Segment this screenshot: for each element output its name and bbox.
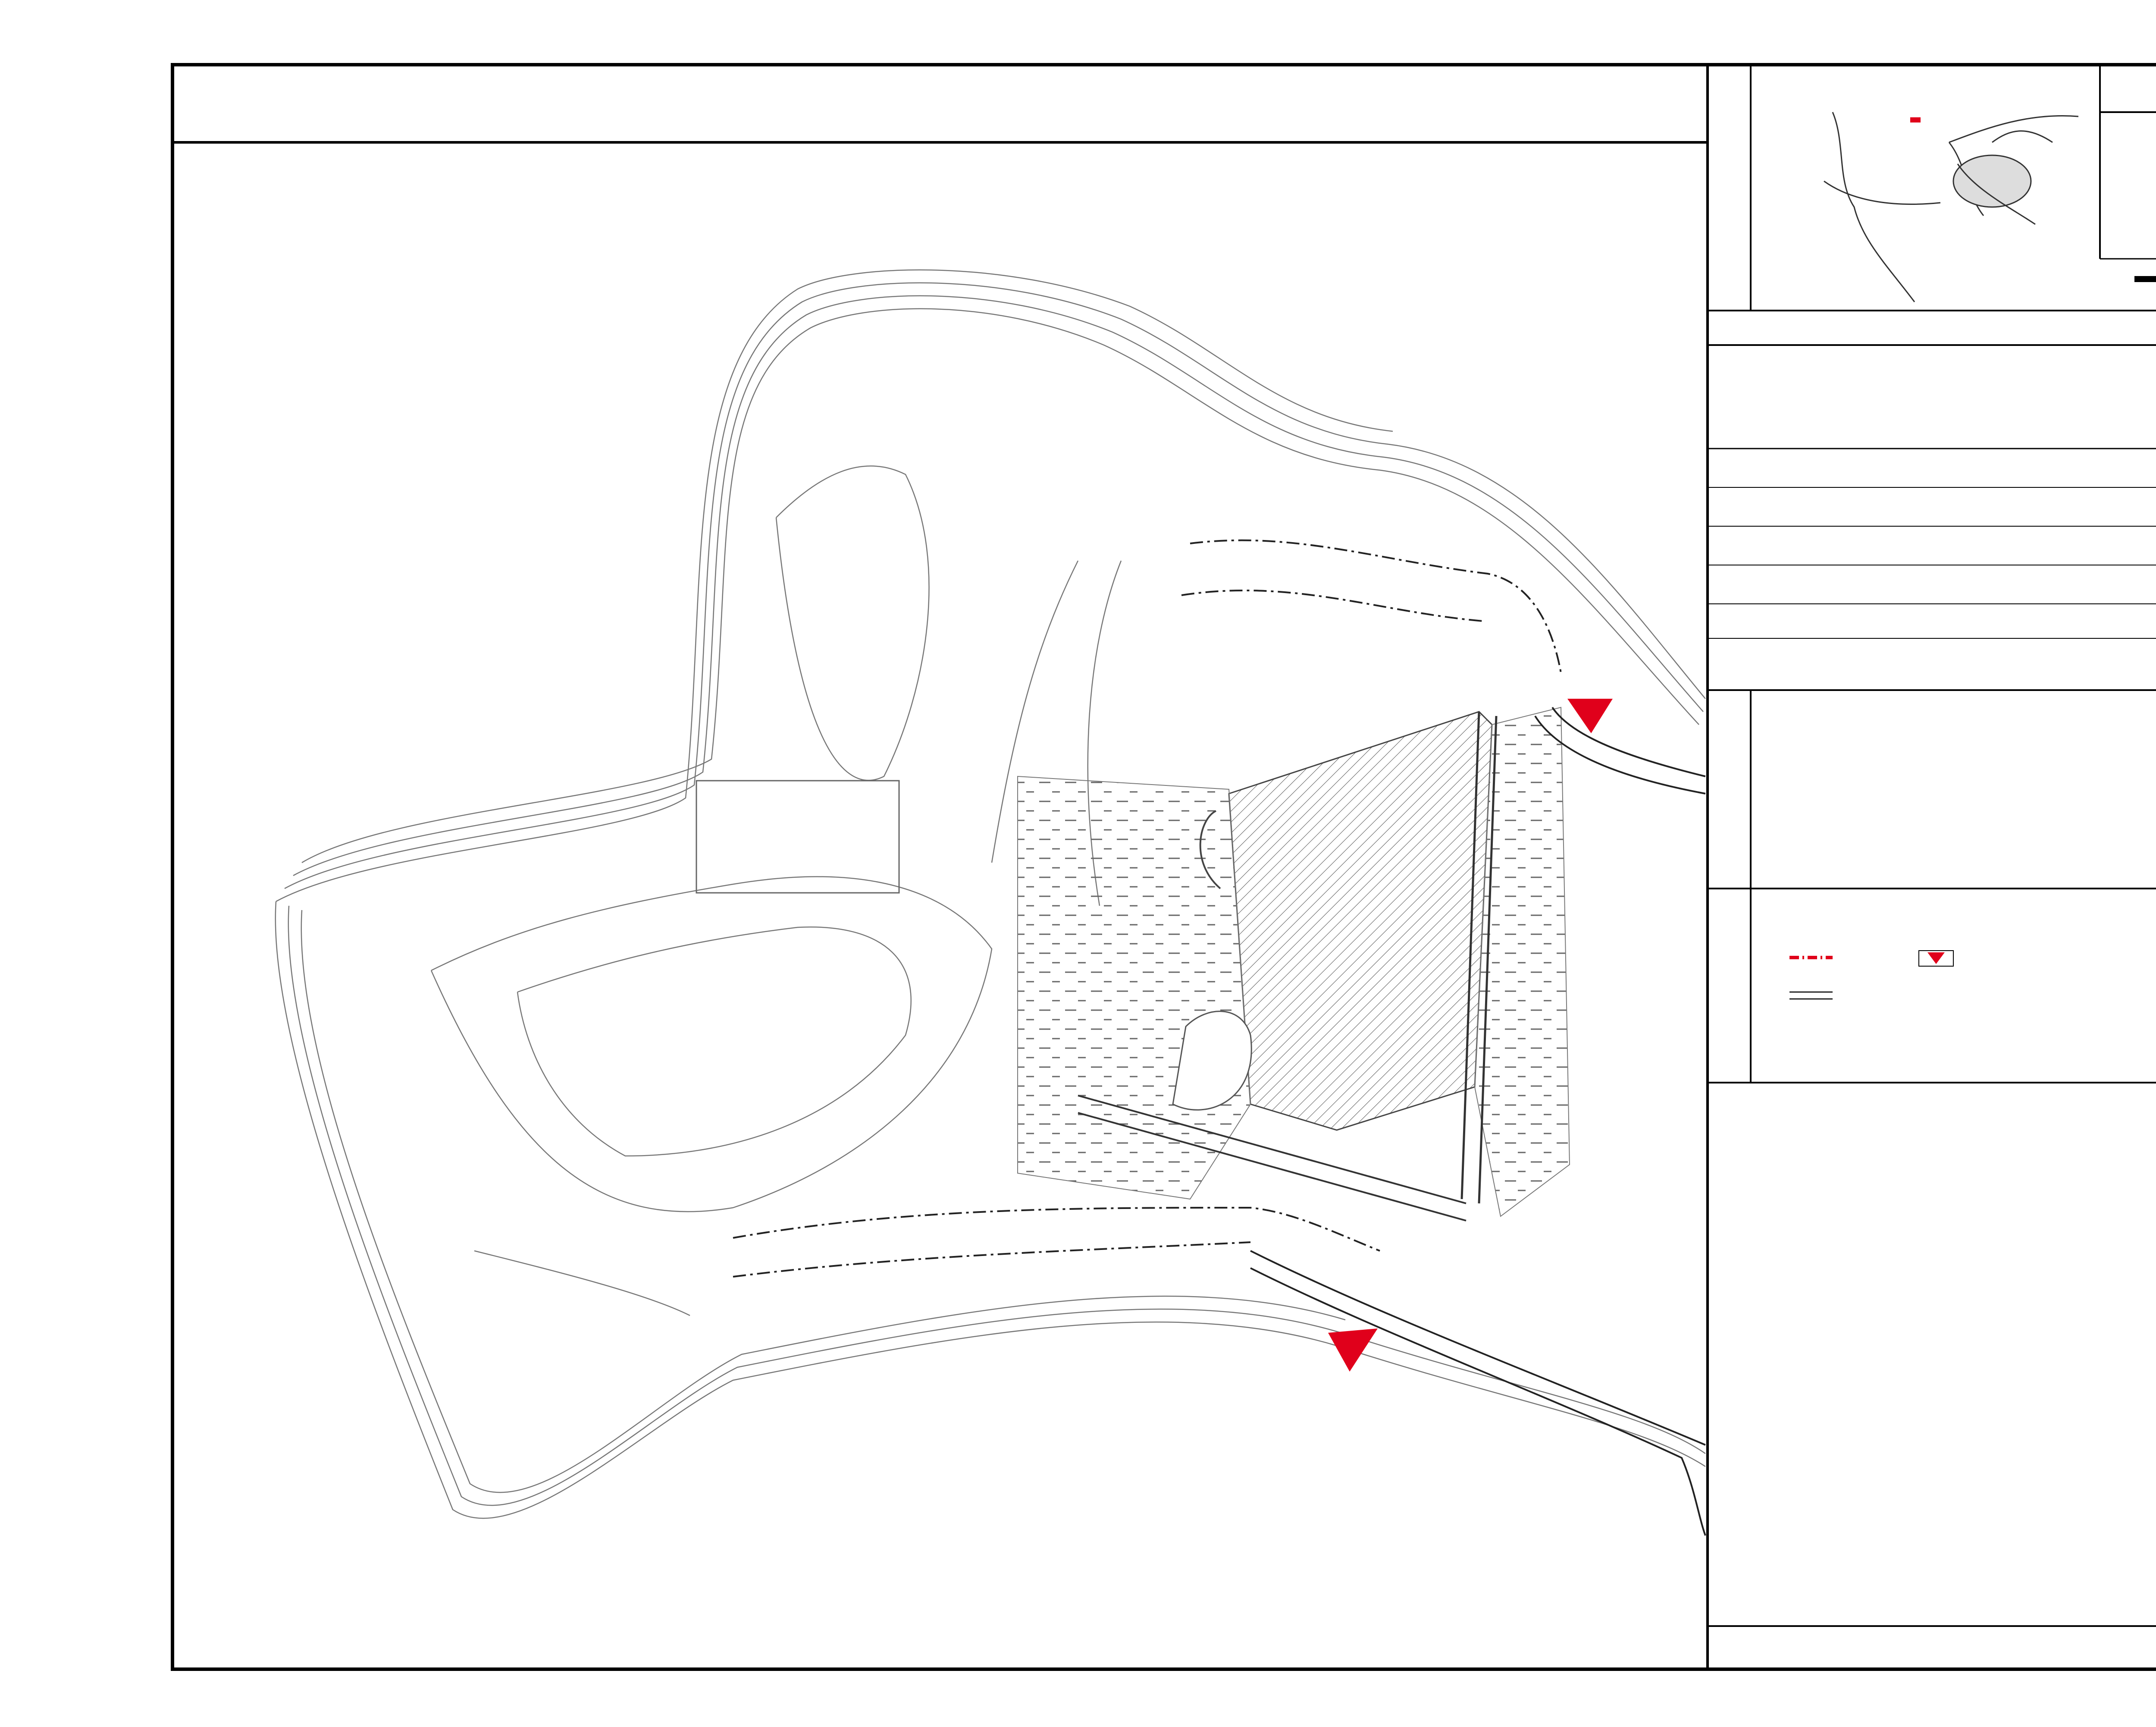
parcel-label-box — [696, 781, 899, 893]
entrance-marker-south[interactable] — [1328, 1328, 1378, 1372]
location-sketch — [1824, 112, 2078, 302]
scale-bar — [2134, 276, 2156, 282]
map-area — [276, 270, 1705, 1535]
dam-area — [1018, 707, 1570, 1221]
legend-entrance-swatch — [1919, 951, 1953, 966]
legend-road-swatch — [1789, 992, 1833, 999]
